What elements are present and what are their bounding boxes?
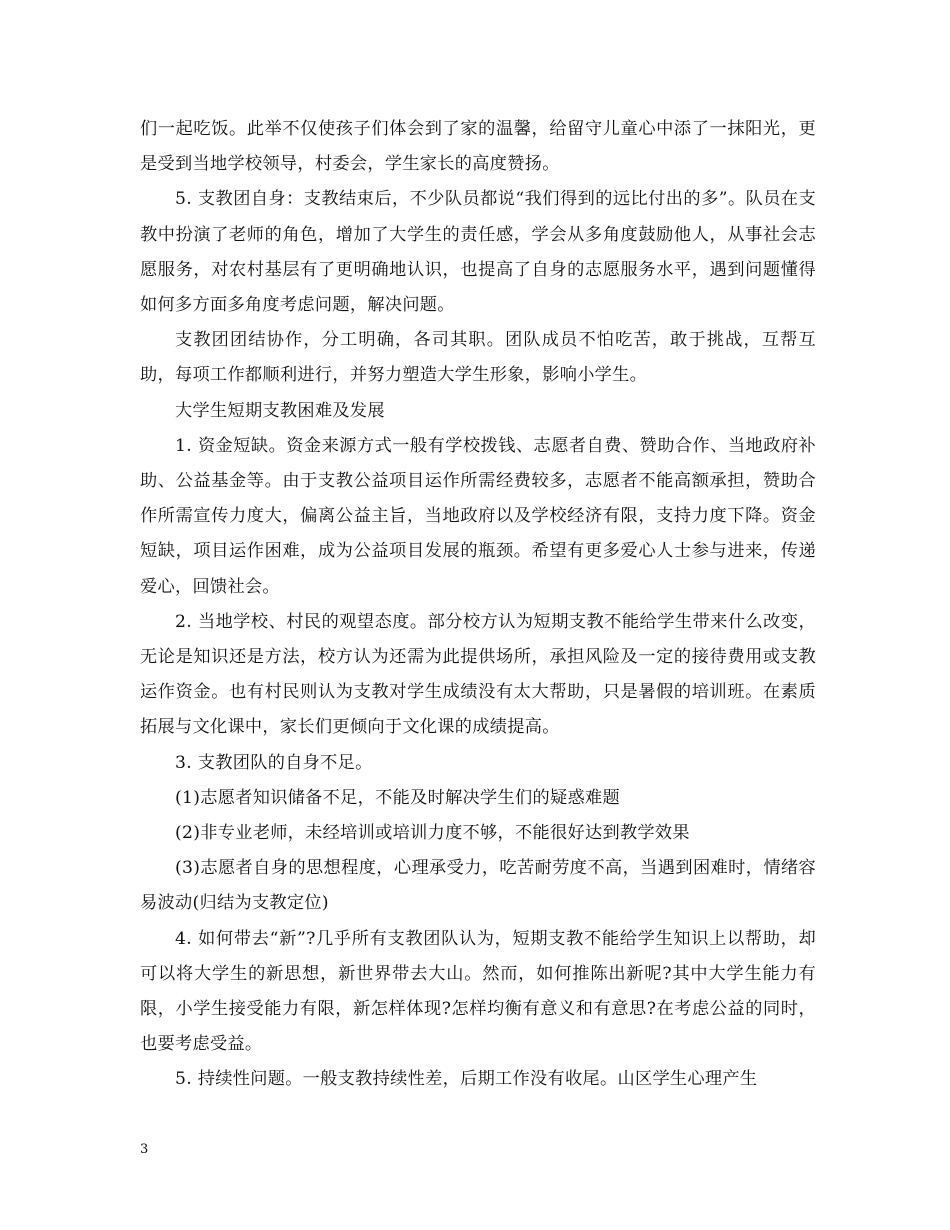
paragraph-7: 3. 支教团队的自身不足。: [175, 752, 373, 773]
paragraph-6: 2. 当地学校、村民的观望态度。部分校方认为短期支教不能给学生带来什么改变，无论是知识还是方法，校方认为还需为此提供场所，承担风险及一定的接待费用或支教运作资金。也有村民则认为支教对学生成绩没有太大帮助，只是暑假的培训班。在素质拓展与文化课中，家长们更倾向于文化课的成绩提高。: [140, 611, 816, 738]
page-number: 3: [140, 1142, 149, 1157]
paragraph-2: 5. 支教团自身：支教结束后，不少队员都说“我们得到的远比付出的多”。队员在支教中扮演了老师的角色，增加了大学生的责任感，学会从多角度鼓励他人，从事社会志愿服务，对农村基层有了更明确地认识，也提高了自身的志愿服务水平，遇到问题懂得如何多方面多角度考虑问题，解决问题。: [140, 189, 816, 316]
paragraph-12: 5. 持续性问题。一般支教持续性差，后期工作没有收尾。山区学生心理产生: [175, 1069, 758, 1090]
paragraph-3: 支教团团结协作，分工明确，各司其职。团队成员不怕吃苦，敢于挑战，互帮互助，每项工作都顺利进行，并努力塑造大学生形象，影响小学生。: [140, 330, 816, 386]
paragraph-5: 1. 资金短缺。资金来源方式一般有学校拨钱、志愿者自费、赞助合作、当地政府补助、公益基金等。由于支教公益项目运作所需经费较多，志愿者不能高额承担，赞助合作所需宣传力度大，偏离公益主旨，当地政府以及学校经济有限，支持力度下降。资金短缺，项目运作困难，成为公益项目发展的瓶颈。希望有更多爱心人士参与进来，传递爱心，回馈社会。: [140, 435, 816, 597]
document-body: [140, 112, 816, 1098]
list-item-1: (1)志愿者知识储备不足，不能及时解决学生们的疑惑难题: [175, 787, 620, 808]
paragraph-11: 4. 如何带去“新”?几乎所有支教团队认为，短期支教不能给学生知识上以帮助，却可以将大学生的新思想，新世界带去大山。然而，如何推陈出新呢?其中大学生能力有限，小学生接受能力有限，新怎样体现?怎样均衡有意义和有意思?在考虑公益的同时，也要考虑受益。: [140, 928, 816, 1055]
list-item-2: (2)非专业老师，未经培训或培训力度不够，不能很好达到教学效果: [175, 823, 690, 844]
paragraph-1: 们一起吃饭。此举不仅使孩子们体会到了家的温馨，给留守儿童心中添了一抹阳光，更是受到当地学校领导，村委会，学生家长的高度赞扬。: [140, 119, 816, 175]
list-item-3: (3)志愿者自身的思想程度，心理承受力，吃苦耐劳度不高，当遇到困难时，情绪容易波动(归结为支教定位): [140, 858, 816, 914]
section-heading: 大学生短期支教困难及发展: [175, 400, 385, 421]
